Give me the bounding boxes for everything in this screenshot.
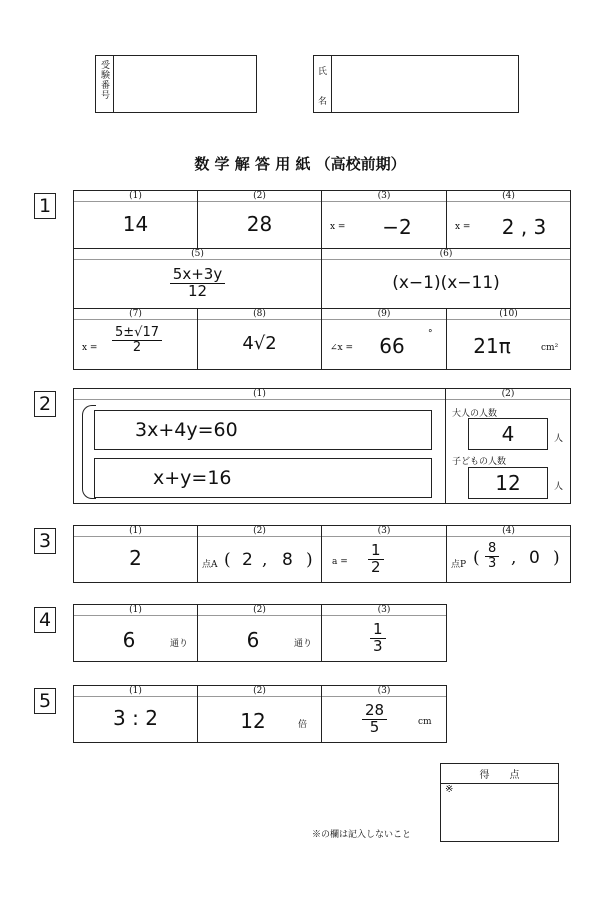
q1-label-7: (7) bbox=[74, 309, 197, 320]
children-unit: 人 bbox=[554, 482, 564, 492]
children-label: 子どもの人数 bbox=[452, 457, 507, 467]
q3-open-4: ( bbox=[473, 548, 480, 568]
q1-label-9: (9) bbox=[322, 309, 446, 320]
q4-label-2: (2) bbox=[198, 605, 321, 616]
q3-comma-4: , bbox=[511, 548, 517, 568]
q3-label-1: (1) bbox=[74, 526, 197, 537]
q1-answer-6: (x−1)(x−11) bbox=[392, 273, 500, 293]
score-label: 得 点 bbox=[441, 764, 558, 784]
q1-cell-8[interactable] bbox=[198, 309, 322, 369]
q3-close-2: ) bbox=[306, 550, 313, 570]
q1-answer-grid bbox=[73, 190, 571, 370]
q4-answer-2: 6 bbox=[246, 628, 260, 652]
q1-answer-1: 14 bbox=[122, 212, 149, 236]
q5-fraction-3 bbox=[362, 703, 387, 736]
q1-answer-8: 4√2 bbox=[242, 332, 277, 354]
q1-label-4: (4) bbox=[447, 191, 570, 202]
name-label-1: 氏 bbox=[318, 67, 328, 77]
q1-prefix-3: x = bbox=[330, 222, 346, 232]
q1-prefix-9: ∠x = bbox=[330, 343, 354, 353]
exam-number-box[interactable] bbox=[95, 55, 257, 113]
q1-cell-1[interactable] bbox=[74, 191, 198, 249]
footer-note: ※の欄は記入しないこと bbox=[312, 830, 412, 840]
exam-number-label: 受験番号 bbox=[99, 60, 109, 100]
q3-denominator-4: 3 bbox=[488, 555, 497, 571]
q3-numerator-4: 8 bbox=[485, 542, 499, 557]
q2-equation-2[interactable]: x+y=16 bbox=[94, 458, 432, 498]
q3-label-2: (2) bbox=[198, 526, 321, 537]
q5-label-2: (2) bbox=[198, 686, 321, 697]
q3-prefix-2: 点A bbox=[202, 560, 218, 570]
q1-fraction-7 bbox=[112, 326, 162, 354]
children-answer[interactable]: 12 bbox=[468, 467, 548, 499]
question-number-4: 4 bbox=[34, 607, 56, 633]
q1-label-3: (3) bbox=[322, 191, 446, 202]
q4-numerator-3: 1 bbox=[370, 622, 386, 639]
q2-answer-grid bbox=[73, 388, 571, 504]
question-number-3: 3 bbox=[34, 528, 56, 554]
q1-denominator-5: 12 bbox=[187, 281, 208, 300]
q2-cell-2 bbox=[446, 389, 570, 503]
q5-unit-2: 倍 bbox=[298, 720, 308, 730]
q1-prefix-4: x = bbox=[455, 222, 471, 232]
q1-cell-4[interactable] bbox=[447, 191, 570, 249]
q3-prefix-4: 点P bbox=[451, 560, 467, 570]
q5-label-3: (3) bbox=[322, 686, 446, 697]
question-number-2: 2 bbox=[34, 391, 56, 417]
q1-answer-4: 2 , 3 bbox=[501, 215, 547, 239]
score-box[interactable] bbox=[440, 763, 559, 842]
q1-label-2: (2) bbox=[198, 191, 321, 202]
q5-unit-3: cm bbox=[418, 717, 432, 727]
q1-cell-9[interactable] bbox=[322, 309, 447, 369]
q1-fraction-5 bbox=[170, 264, 225, 300]
q3-label-4: (4) bbox=[447, 526, 570, 537]
q4-denominator-3: 3 bbox=[373, 636, 383, 655]
q1-cell-7[interactable] bbox=[74, 309, 198, 369]
q1-numerator-5: 5x+3y bbox=[170, 267, 225, 284]
q1-answer-3: −2 bbox=[382, 215, 412, 239]
q1-cell-3[interactable] bbox=[322, 191, 447, 249]
q1-answer-2: 28 bbox=[246, 212, 273, 236]
q5-answer-1: 3 : 2 bbox=[113, 706, 158, 730]
q3-open-2: ( bbox=[224, 550, 231, 570]
q4-label-1: (1) bbox=[74, 605, 197, 616]
q1-label-8: (8) bbox=[198, 309, 321, 320]
q4-fraction-3 bbox=[370, 622, 386, 655]
q1-cell-10[interactable] bbox=[447, 309, 570, 369]
q3-label-3: (3) bbox=[322, 526, 446, 537]
q1-denominator-7: 2 bbox=[132, 339, 142, 355]
adults-unit: 人 bbox=[554, 434, 564, 444]
q1-label-6: (6) bbox=[322, 249, 570, 260]
q3-cell-3[interactable] bbox=[322, 526, 447, 582]
q1-unit-9: ° bbox=[428, 329, 433, 339]
q5-cell-2[interactable] bbox=[198, 686, 322, 742]
q1-numerator-7: 5±√17 bbox=[112, 326, 162, 341]
q1-answer-10: 21π bbox=[473, 334, 511, 358]
q3-answer-1: 2 bbox=[129, 546, 142, 570]
q5-answer-2: 12 bbox=[240, 709, 266, 733]
q1-label-5: (5) bbox=[74, 249, 321, 260]
q3-prefix-3: a = bbox=[332, 557, 348, 567]
page-title: 数 学 解 答 用 紙 （高校前期） bbox=[194, 155, 406, 173]
q5-label-1: (1) bbox=[74, 686, 197, 697]
q4-cell-1[interactable] bbox=[74, 605, 198, 661]
q5-cell-1[interactable] bbox=[74, 686, 198, 742]
question-number-5: 5 bbox=[34, 688, 56, 714]
q3-fraction-3 bbox=[368, 543, 384, 576]
q1-prefix-7: x = bbox=[82, 343, 98, 353]
q2-cell-1 bbox=[74, 389, 446, 503]
q1-unit-10: cm² bbox=[541, 343, 559, 353]
q4-cell-2[interactable] bbox=[198, 605, 322, 661]
question-number-1: 1 bbox=[34, 193, 56, 219]
q4-answer-grid bbox=[73, 604, 447, 662]
q5-cell-3[interactable] bbox=[322, 686, 446, 742]
q2-label-2: (2) bbox=[446, 389, 570, 400]
q3-close-4: ) bbox=[553, 548, 560, 568]
name-label-2: 名 bbox=[318, 97, 328, 107]
q4-unit-1: 通り bbox=[170, 639, 189, 649]
q3-cell-2[interactable] bbox=[198, 526, 322, 582]
q1-cell-5[interactable] bbox=[74, 249, 322, 309]
q1-cell-2[interactable] bbox=[198, 191, 322, 249]
q2-label-1: (1) bbox=[74, 389, 445, 400]
q3-y-4: 0 bbox=[529, 548, 540, 568]
q3-comma-2: , bbox=[262, 550, 268, 570]
name-label-cell bbox=[314, 56, 332, 112]
q3-numerator-3: 1 bbox=[368, 543, 384, 560]
q3-denominator-3: 2 bbox=[371, 557, 381, 576]
q5-answer-grid bbox=[73, 685, 447, 743]
q1-label-1: (1) bbox=[74, 191, 197, 202]
q3-cell-1[interactable] bbox=[74, 526, 198, 582]
q1-label-10: (10) bbox=[447, 309, 570, 320]
q3-y-2: 8 bbox=[282, 550, 293, 570]
name-box[interactable] bbox=[313, 55, 519, 113]
q3-fraction-4 bbox=[485, 542, 499, 570]
adults-answer[interactable]: 4 bbox=[468, 418, 548, 450]
q5-denominator-3: 5 bbox=[369, 717, 380, 736]
score-mark: ※ bbox=[445, 784, 454, 795]
adults-label: 大人の人数 bbox=[452, 409, 498, 419]
q4-cell-3[interactable] bbox=[322, 605, 446, 661]
q2-equation-1[interactable]: 3x+4y=60 bbox=[94, 410, 432, 450]
q3-x-2: 2 bbox=[242, 550, 253, 570]
q4-label-3: (3) bbox=[322, 605, 446, 616]
q5-numerator-3: 28 bbox=[362, 703, 387, 720]
q4-answer-1: 6 bbox=[122, 628, 136, 652]
q1-cell-6[interactable] bbox=[322, 249, 570, 309]
q3-cell-4[interactable] bbox=[447, 526, 570, 582]
q3-answer-grid bbox=[73, 525, 571, 583]
exam-number-label-cell bbox=[96, 56, 114, 112]
q4-unit-2: 通り bbox=[294, 639, 313, 649]
q1-answer-9: 66 bbox=[379, 334, 405, 358]
